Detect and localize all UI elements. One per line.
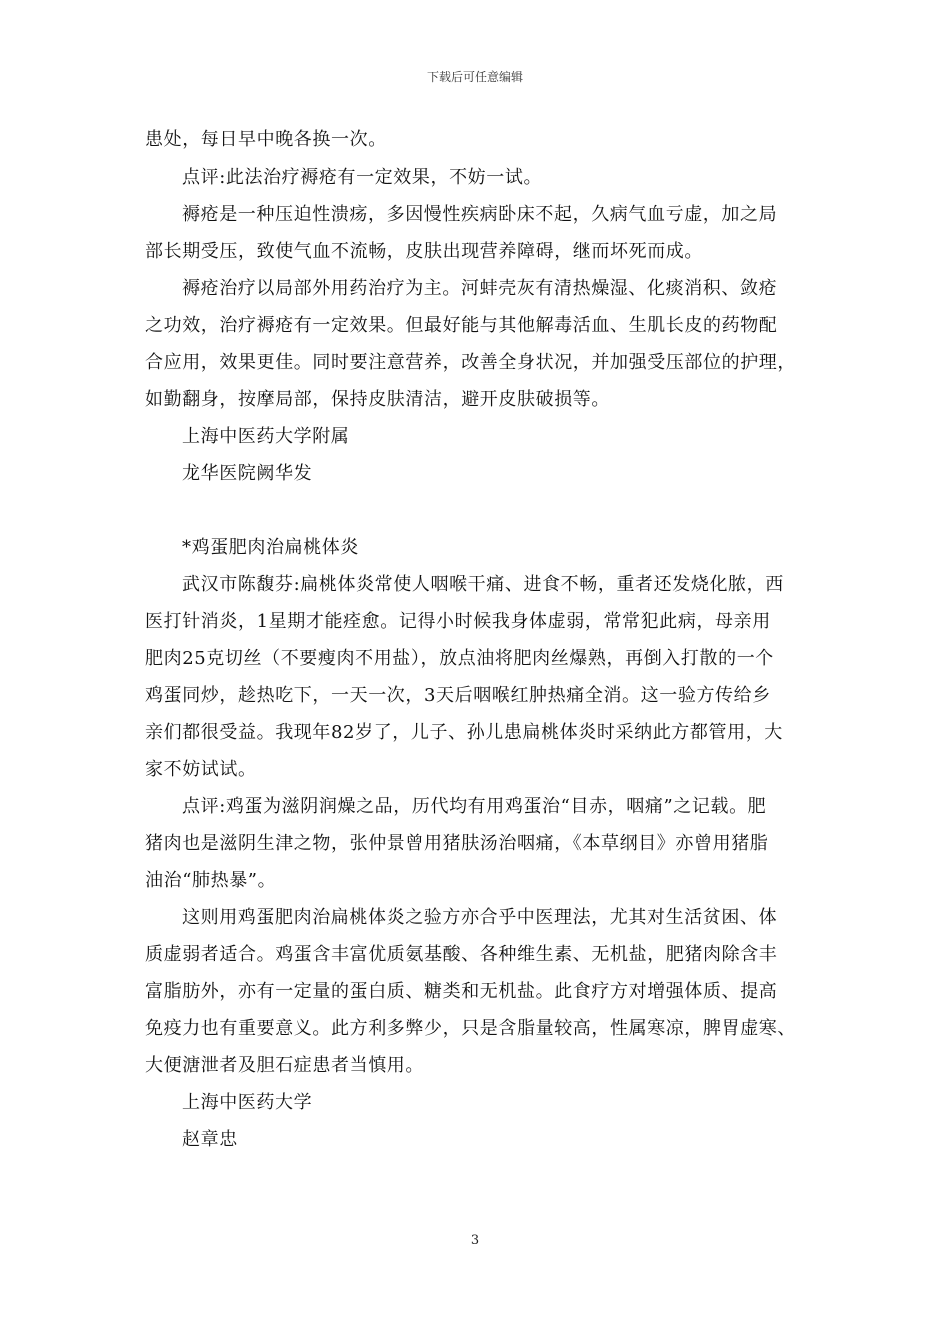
section-title: *鸡蛋肥肉治扁桃体炎 [182,537,359,558]
author-affiliation: 上海中医药大学 [182,1092,313,1113]
body-line: 家不妨试试。 [145,759,257,780]
body-line: 患处，每日早中晚各换一次。 [145,129,387,150]
body-line: 部长期受压，致使气血不流畅，皮肤出现营养障碍，继而坏死而成。 [145,241,703,262]
body-line: 免疫力也有重要意义。此方利多弊少，只是含脂量较高，性属寒凉，脾胃虚寒、 [145,1018,796,1039]
body-line: 褥疮是一种压迫性溃疡，多因慢性疾病卧床不起，久病气血亏虚，加之局 [182,204,778,225]
body-line: 质虚弱者适合。鸡蛋含丰富优质氨基酸、各种维生素、无机盐，肥猪肉除含丰 [145,944,778,965]
body-line: 如勤翻身，按摩局部，保持皮肤清洁，避开皮肤破损等。 [145,389,610,410]
body-line: 点评:鸡蛋为滋阴润燥之品，历代均有用鸡蛋治“目赤，咽痛”之记载。肥 [182,796,767,817]
body-line: 大便溏泄者及胆石症患者当慎用。 [145,1055,424,1076]
page-number: 3 [470,1233,480,1248]
author-affiliation: 上海中医药大学附属 [182,426,350,447]
body-line: 亲们都很受益。我现年82岁了，儿子、孙儿患扁桃体炎时采纳此方都管用，大 [145,722,783,743]
body-line: 肥肉25克切丝（不要瘦肉不用盐），放点油将肥肉丝爆熟，再倒入打散的一个 [145,648,774,669]
body-line: 鸡蛋同炒，趁热吃下，一天一次，3天后咽喉红肿热痛全消。这一验方传给乡 [145,685,771,706]
body-line: 这则用鸡蛋肥肉治扁桃体炎之验方亦合乎中医理法，尤其对生活贫困、体 [182,907,778,928]
body-line: 医打针消炎，1星期才能痊愈。记得小时候我身体虚弱，常常犯此病，母亲用 [145,611,771,632]
body-line: 油治“肺热暴”。 [145,870,277,891]
author-name: 赵章忠 [182,1129,238,1150]
author-name: 龙华医院阙华发 [182,463,313,484]
body-line: 猪肉也是滋阴生津之物，张仲景曾用猪肤汤治咽痛，《本草纲目》亦曾用猪脂 [145,833,769,854]
body-line: 点评:此法治疗褥疮有一定效果，不妨一试。 [182,167,543,188]
body-line: 武汉市陈馥芬:扁桃体炎常使人咽喉干痛、进食不畅，重者还发烧化脓，西 [182,574,784,595]
body-line: 褥疮治疗以局部外用药治疗为主。河蚌壳灰有清热燥湿、化痰消积、敛疮 [182,278,778,299]
body-line: 之功效，治疗褥疮有一定效果。但最好能与其他解毒活血、生肌长皮的药物配 [145,315,778,336]
page-header: 下载后可任意编辑 [426,70,523,84]
body-line: 合应用，效果更佳。同时要注意营养，改善全身状况，并加强受压部位的护理， [145,352,796,373]
body-line: 富脂肪外，亦有一定量的蛋白质、糖类和无机盐。此食疗方对增强体质、提高 [145,981,778,1002]
